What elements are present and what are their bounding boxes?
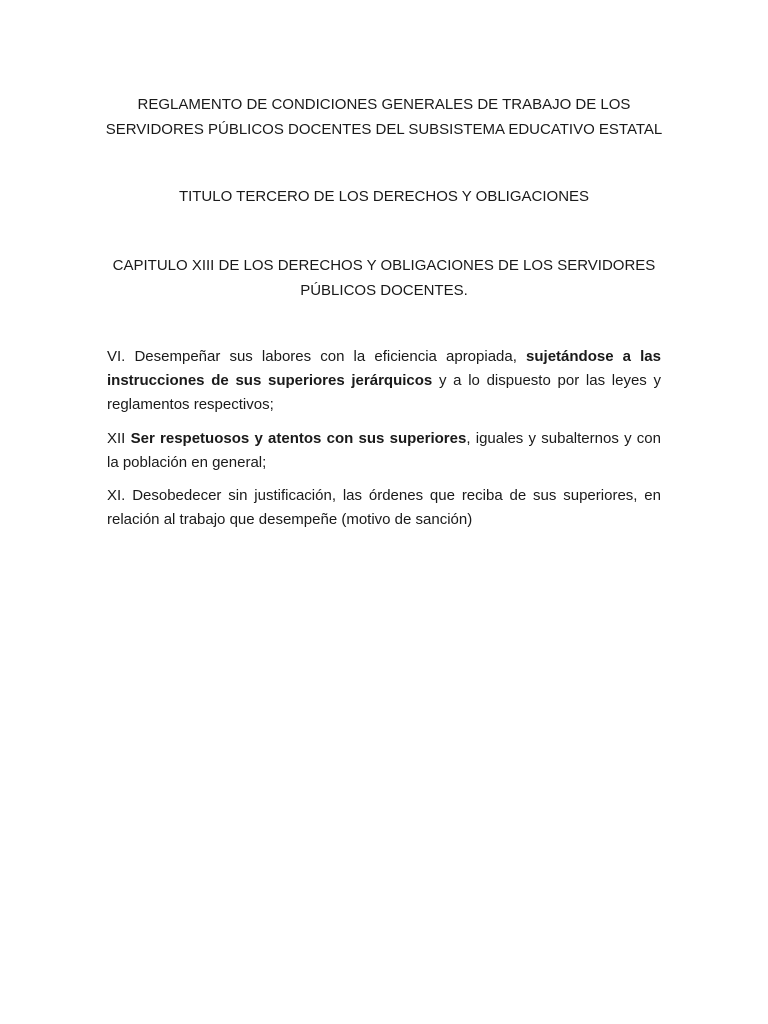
document-title-line-2: SERVIDORES PÚBLICOS DOCENTES DEL SUBSISTEMA EDUCATIVO ESTATAL bbox=[105, 121, 663, 138]
paragraph-vi-post: y a lo dispuesto por las leyes y reglamentos respectivos; bbox=[107, 372, 661, 413]
capitulo-line-2: PÚBLICOS DOCENTES. bbox=[300, 282, 468, 299]
paragraph-vi-bold: sujetándose a las instrucciones de sus superiores jerárquicos bbox=[107, 348, 661, 389]
capitulo-line-1: CAPITULO XIII DE LOS DERECHOS Y OBLIGACIONES DE LOS SERVIDORES bbox=[112, 257, 656, 274]
paragraph-vi bbox=[107, 345, 661, 417]
paragraph-xii-post: , iguales y subalternos y con la población en general; bbox=[107, 430, 661, 471]
titulo-heading: TITULO TERCERO DE LOS DERECHOS Y OBLIGACIONES bbox=[178, 188, 590, 205]
paragraph-xii-pre: XII bbox=[107, 430, 131, 447]
paragraph-xii bbox=[107, 427, 661, 475]
capitulo-heading bbox=[100, 253, 668, 303]
paragraph-xi: XI. Desobedecer sin justificación, las órdenes que reciba de sus superiores, en relación al trabajo que desempeñe (motivo de sanción) bbox=[107, 487, 661, 528]
paragraph-xii-bold: Ser respetuosos y atentos con sus superiores bbox=[130, 430, 467, 447]
document-title bbox=[100, 92, 668, 142]
document-title-line-1: REGLAMENTO DE CONDICIONES GENERALES DE TRABAJO DE LOS bbox=[137, 96, 631, 113]
paragraph-vi-pre: VI. Desempeñar sus labores con la eficiencia apropiada, bbox=[107, 348, 527, 365]
